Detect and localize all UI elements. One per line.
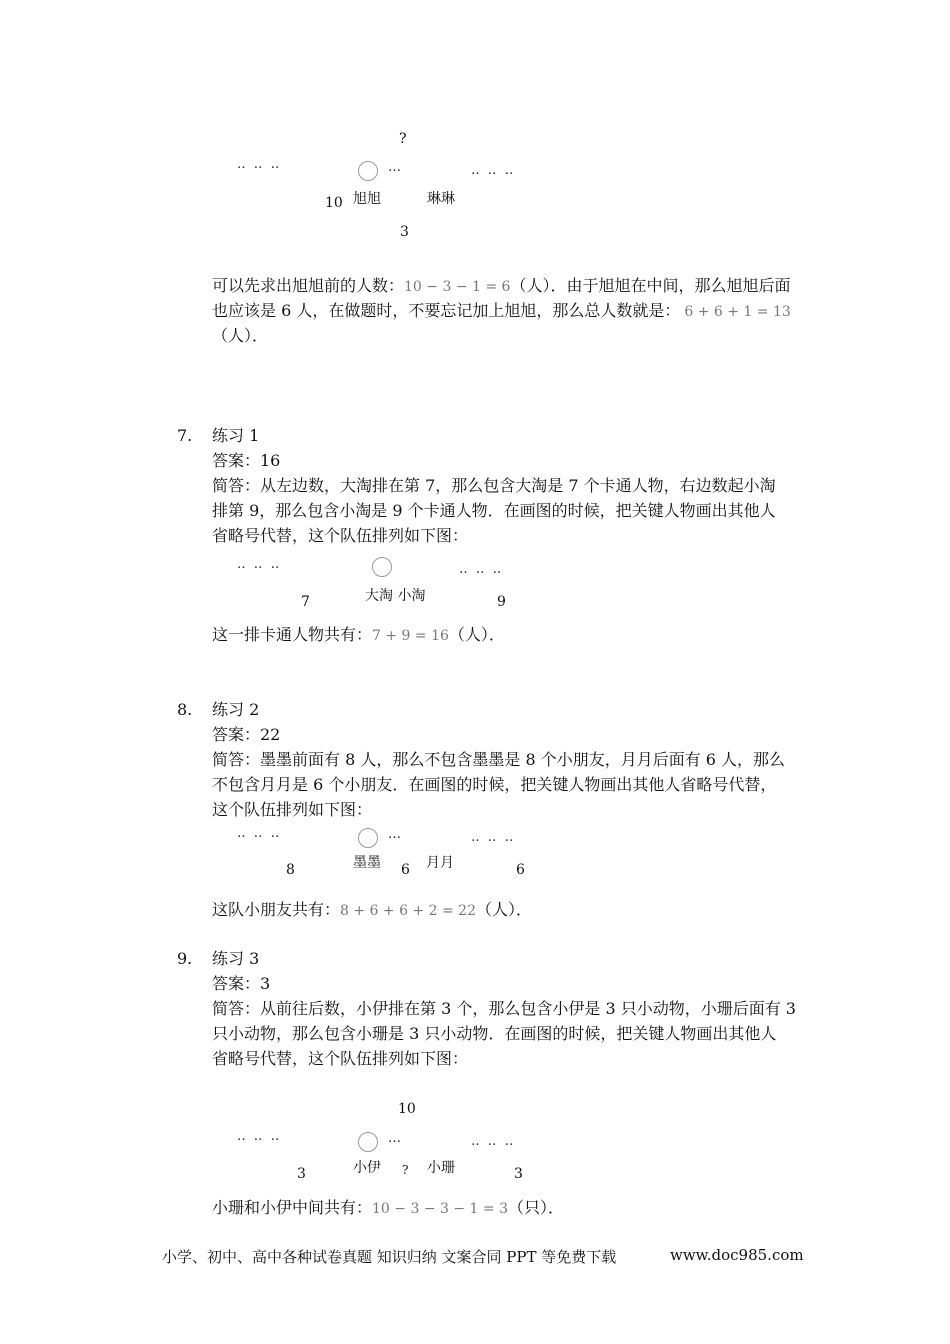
explanation-line-2: 只小动物，那么包含小珊是 3 只小动物．在画图的时候，把关键人物画出其他人 xyxy=(212,1024,777,1043)
figure-name-yueyue: 月月 xyxy=(426,855,454,871)
question-number: 9. xyxy=(177,949,193,968)
figure-name-xiaoyi: 小伊 xyxy=(353,1160,381,1176)
figure-dots-left: ‥ ‥ ‥ xyxy=(237,157,282,172)
equation: 6 + 6 + 1 = 13 xyxy=(684,304,791,320)
figure-number-3a: 3 xyxy=(297,1166,306,1182)
figure-dots-right: ‥ ‥ ‥ xyxy=(471,163,516,178)
figure-number-9: 9 xyxy=(497,594,506,610)
figure-number-6a: 6 xyxy=(401,862,410,878)
figure-dots-right: ‥ ‥ ‥ xyxy=(459,562,504,577)
figure-dots-left: ‥ ‥ ‥ xyxy=(237,1129,282,1144)
footer-text: 小学、初中、高中各种试卷真题 知识归纳 文案合同 PPT 等免费下载 xyxy=(162,1248,617,1266)
question-title: 练习 2 xyxy=(212,700,260,719)
figure-name-xiaoshan: 小珊 xyxy=(427,1160,455,1176)
question-title: 练习 3 xyxy=(212,949,260,968)
explanation-line-1: 简答：从前往后数，小伊排在第 3 个，那么包含小伊是 3 只小动物，小珊后面有 3 xyxy=(212,999,796,1018)
figure-question-mark: ? xyxy=(402,1163,409,1177)
figure-dots-right: ‥ ‥ ‥ xyxy=(471,830,516,845)
figure-dots-mid: … xyxy=(388,1131,403,1146)
footer-url[interactable]: www.doc985.com xyxy=(670,1246,804,1264)
figure-number-10: 10 xyxy=(325,195,343,211)
sum-line: 小珊和小伊中间共有：10 − 3 − 3 − 1 = 3（只）． xyxy=(212,1198,564,1217)
figure-dots-mid: … xyxy=(388,827,403,842)
intro-line-1: 可以先求出旭旭前的人数：10 − 3 − 1 = 6（人）．由于旭旭在中间，那么旭旭后面 xyxy=(212,276,791,295)
figure-name-linlin: 琳琳 xyxy=(427,191,455,207)
explanation-line-3: 省略号代替，这个队伍排列如下图： xyxy=(212,526,469,545)
figure-dots-left: ‥ ‥ ‥ xyxy=(237,826,282,841)
figure-name-momo: 墨墨 xyxy=(353,855,381,871)
figure-number-3: 3 xyxy=(400,224,409,240)
figure-dots-right: ‥ ‥ ‥ xyxy=(471,1134,516,1149)
person-circle-icon xyxy=(358,828,378,848)
intro-line-3: （人）． xyxy=(212,326,269,345)
figure-dots-mid: … xyxy=(388,160,403,175)
figure-name-xuxu: 旭旭 xyxy=(353,191,381,207)
equation: 10 − 3 − 1 = 6 xyxy=(404,279,511,295)
answer-line: 答案：22 xyxy=(212,725,281,744)
equation: 7 + 9 = 16 xyxy=(372,628,449,644)
answer-line: 答案：3 xyxy=(212,974,271,993)
figure-dots-left: ‥ ‥ ‥ xyxy=(237,557,282,572)
explanation-line-3: 这个队伍排列如下图： xyxy=(212,800,373,819)
person-circle-icon xyxy=(372,557,392,577)
question-number: 7. xyxy=(177,426,193,445)
question-number: 8. xyxy=(177,700,193,719)
figure-number-10: 10 xyxy=(398,1101,416,1117)
equation: 10 − 3 − 3 − 1 = 3 xyxy=(372,1201,508,1217)
question-title: 练习 1 xyxy=(212,426,260,445)
answer-line: 答案：16 xyxy=(212,451,281,470)
figure-number-6b: 6 xyxy=(516,862,525,878)
equation: 8 + 6 + 6 + 2 = 22 xyxy=(340,903,476,919)
person-circle-icon xyxy=(358,161,378,181)
figure-names: 大淘 小淘 xyxy=(365,588,426,604)
sum-line: 这一排卡通人物共有：7 + 9 = 16（人）． xyxy=(212,625,505,644)
explanation-line-2: 不包含月月是 6 个小朋友．在画图的时候，把关键人物画出其他人省略号代替， xyxy=(212,775,777,794)
explanation-line-1: 简答：墨墨前面有 8 人，那么不包含墨墨是 8 个小朋友，月月后面有 6 人，那么 xyxy=(212,750,786,769)
intro-line-2: 也应该是 6 人，在做题时，不要忘记加上旭旭，那么总人数就是： 6 + 6 + 1 = 13 xyxy=(212,301,791,320)
figure-number-7: 7 xyxy=(301,594,310,610)
explanation-line-2: 排第 9，那么包含小淘是 9 个卡通人物．在画图的时候，把关键人物画出其他人 xyxy=(212,501,776,520)
explanation-line-1: 简答：从左边数，大淘排在第 7，那么包含大淘是 7 个卡通人物，右边数起小淘 xyxy=(212,476,776,495)
person-circle-icon xyxy=(358,1132,378,1152)
figure-question-mark: ? xyxy=(399,131,407,147)
figure-number-3b: 3 xyxy=(514,1166,523,1182)
sum-line: 这队小朋友共有：8 + 6 + 6 + 2 = 22（人）． xyxy=(212,900,532,919)
explanation-line-3: 省略号代替，这个队伍排列如下图： xyxy=(212,1049,469,1068)
figure-number-8: 8 xyxy=(286,862,295,878)
